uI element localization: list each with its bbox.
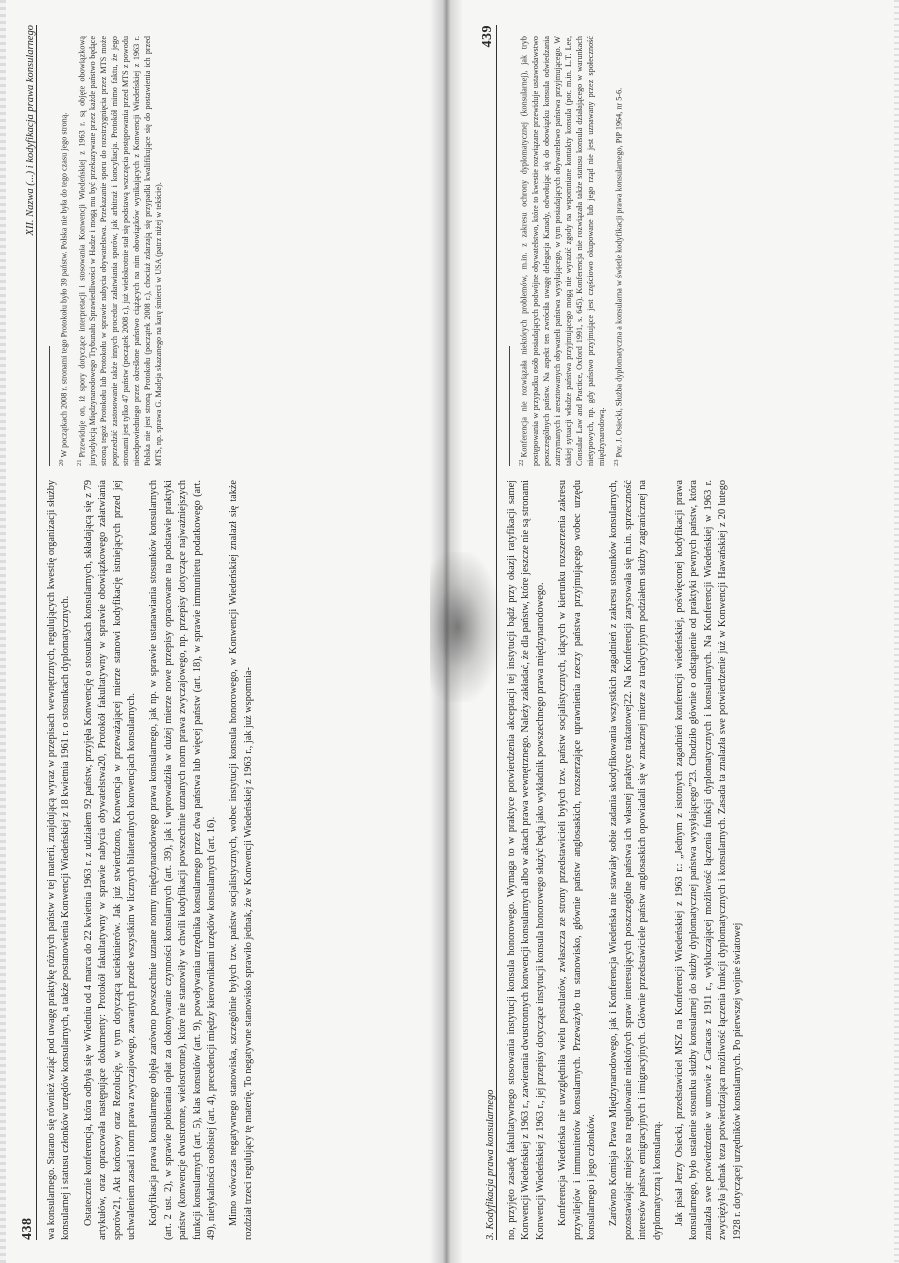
page-edge-right — [894, 0, 899, 1263]
left-page-content — [12, 25, 432, 1240]
paragraph: Mimo wówczas negatywnego stanowiska, szczególnie byłych tzw. państw socjalistycznych, wobec instytucji konsula honorowego, w Konwencji Wiedeńskiej znalazł się także rozdział trzeci regulujący tę materię. To negatywne stanowisko sprawiło jednak, że w Konwencji Wiedeńskiej z 1963 r., jak już wspomnia- — [228, 480, 254, 1240]
paragraph: wa konsularnego. Starano się również wziąć pod uwagę praktykę różnych państw w tej materii, znajdującą wyraz w przepisach wewnętrznych, regulujących kwestię organizacji służby konsularnej i statusu członków urzędów konsularnych, a także postanowienia Konwencji Wiedeńskiej z 18 kwietnia 1961 r. o stosunkach dyplomatycznych. — [46, 480, 72, 1240]
footnotes — [505, 36, 873, 466]
left-running-head — [12, 25, 37, 1240]
right-page-content — [472, 25, 892, 1240]
paragraph: Ostatecznie konferencja, która odbyła się w Wiedniu od 4 marca do 22 kwietnia 1963 r. z udziałem 92 państw, przyjęła Konwencję o stosunkach konsularnych, składającą się z 79 artykułów, oraz opracowała następujące dokumenty: Protokół fakultatywny w sprawie nabycia obywatelstwa20, Protokół fakultatywny w sprawie obowiązkowego załatwiania sporów21, Akt końcowy oraz Rezolucję, w tym dotyczącą uciekinierów. Jak już stwierdzono, Konwencja w przeważającej mierze stanowi kodyfikację istniejących przed jej uchwaleniem zasad i norm prawa zwyczajowego, zawartych przede wszystkim w licznych bilateralnych konwencjach konsularnych. — [82, 480, 138, 1240]
footnote-rule — [509, 346, 510, 466]
running-header: XII. Nazwa (...) i kodyfikacja prawa konsularnego — [25, 25, 36, 236]
page-edge-left — [0, 0, 6, 1263]
paragraph: no, przyjęto zasadę fakultatywnego stosowania instytucji konsula honorowego. Wymaga to w praktyce potwierdzenia akceptacji tej instytucji bądź przy okazji ratyfikacji samej Konwencji Wiedeńskiej z 1963 r., zawierania dwustronnych konwencji konsularnych albo w aktach prawa wewnętrznego. Należy zakładać, że dla państw, które jeszcze nie są stronami Konwencji Wiedeńskiej z 1963 r., jej przepisy dotyczące instytucji konsula honorowego służyć będą jako wykładnik powszechnego prawa międzynarodowego. — [506, 480, 546, 1240]
paragraph: Konferencja Wiedeńska nie uwzględniła wielu postulatów, zwłaszcza ze strony przedstawicieli byłych tzw. państw socjalistycznych, idących w kierunku rozszerzenia zakresu przywilejów i immunitetów konsularnych. Przeważyło tu stanowisko, głównie państw anglosaskich, rozszerzające uprawnienia rzeczy państwa przyjmującego wobec urzędu konsularnego i jego członków. — [557, 480, 598, 1240]
paragraph: Zarówno Komisja Prawa Międzynarodowego, jak i Konferencja Wiedeńska nie stawiały sobie zadania skodyfikowania wszystkich zagadnień z zakresu stosunków konsularnych, pozostawiając miejsce na regulowanie niektórych spraw interesujących poszczególne państwa ich własnej praktyce traktatowej22. Na Konferencji zarysowała się m.in. sprzeczność interesów państw emigracyjnych i imigracyjnych. Głównie przedstawiciele państw anglosaskich opowiadali się w znacznej mierze za tradycyjnym podziałem służby zagranicznej na dyplomatyczną i konsularną. — [608, 480, 663, 1240]
body-text — [505, 480, 873, 1240]
paragraph: Jak pisał Jerzy Osiecki, przedstawiciel MSZ na Konferencji Wiedeńskiej z 1963 r.: „Jednym z istotnych zagadnień konferencji wiedeńskiej, poświęconej kodyfikacji prawa konsularnego, było ustalenie stosunku służby konsularnej do służby dyplomatycznej państwa wysyłającego”23. Chodziło głównie o odstąpienie od praktyki pewnych państw, która znalazła swe potwierdzenie w umowie z Caracas z 1911 r., wykluczającej możliwość łączenia funkcji dyplomatycznych i konsularnych. Na Konferencji Wiedeńskiej w 1963 r. zwyciężyła jednak teza potwierdzająca możliwość łączenia funkcji dyplomatycznych i konsularnych. Zasada ta znalazła swe potwierdzenie już w Konwencji Hawańskiej z 20 lutego 1928 r. dotyczącej urzędników konsularnych. Po pierwszej wojnie światowej — [674, 480, 743, 1240]
paragraph: Kodyfikacja prawa konsularnego objęła zarówno powszechnie uznane normy międzynarodowego prawa konsularnego, jak np. w sprawie ustanawiania stosunków konsularnych (art. 2 ust. 2), w sprawie pobierania opłat za dokonywanie czynności konsularnych (art. 39), jak i wprowadziła w dużej mierze nowe przepisy opracowane na podstawie praktyki państw (konwencje dwustronne, wielostronne), które nie stanowiły w chwili kodyfikacji powszechnie uznanych norm prawa zwyczajowego, np. przepisy dotyczące najważniejszych funkcji konsularnych (art. 5), klas konsulów (art. 9), powoływania urzędnika konsularnego przez dwa państwa lub więcej państw (art. 18), w sprawie immunitetu podatkowego (art. 49), nietykalności osobistej (art. 4), precedencji między kierownikami urzędów konsularnych (art. 16). — [148, 480, 218, 1240]
right-running-head — [472, 25, 497, 1240]
footnote-rule — [49, 346, 50, 466]
page-number: 439 — [480, 25, 495, 48]
footnote: $^{22}$Konferencja nie rozwiązała niektórych problemów, m.in. z zakresu ochrony dyplomatycznej (konsularnej), jak tryb postępowania w przypadku osób posiadających podwójne obywatelstwo, które to kwestie rozwiązane przewiduje ustawodawstwo poszczególnych państw. Na aspekt ten zwróciła uwagę delegacja Kanady, odwołując się do obowiązku konsula odwiedzania zatrzymanych i aresztowanych obywateli państwa wysyłającego, w tym posiadających obywatelstwo państwa przyjmującego. W takiej sytuacji władze państwa przyjmującego mogą nie wyrazić zgody na wspomniane kontakty konsula (por. m.in. L.T. Lee, Consular Law and Practice, Oxford 1991, s. 645). Konferencja nie rozwiązała także statusu konsula działającego w warunkach nietypowych, np. gdy państwo przyjmujące jest częściowo okupowane lub jego rząd nie jest uznawany przez społeczność międzynarodową. — [518, 36, 606, 466]
footnotes — [45, 36, 413, 466]
body-text — [45, 480, 413, 1240]
page-number: 438 — [20, 1217, 35, 1240]
footnote: $^{23}$Por. J. Osiecki, Służba dyplomatyczna a konsularna w świetle kodyfikacji prawa konsularnego, PiP 1964, nr 5-6. — [612, 87, 624, 466]
footnote: $^{21}$Przewiduje on, iż spory dotyczące interpretacji i stosowania Konwencji Wiedeńskiej z 1963 r. są objęte obowiązkową jurysdykcją Międzynarodowego Trybunału Sprawiedliwości w Hadze i mogą mu być przekazywane przez każde państwo będące stroną tegoż Protokołu lub Protokołu w sprawie nabycia obywatelstwa. Przekazanie sporu do rozstrzygnięcia przez MTS może poprzedzić zastosowanie także innych procedur załatwiania sporów, jak arbitraż i koncyliacja. Protokół mimo faktu, że jego stronami jest tylko 47 państw (początek 2008 r.), już wielokrotnie stał się podstawą wszczęcia postępowania przed MTS z powodu nieodpowiedniego przez określone państwo ciążących na nim obowiązków wynikających z Konwencji Wiedeńskiej z 1963 r. Polska nie jest stroną Protokołu (początek 2008 r.), chociaż zdarzają się przypadki kwalifikujące się do postawienia ich przed MTS, np. sprawa G. Madeja skazanego na karę śmierci w USA (patrz niżej w tekście). — [75, 36, 164, 466]
footnote: $^{20}$W początkach 2008 r. stronami tego Protokołu było 39 państw. Polska nie była do tego czasu jego stroną. — [58, 112, 69, 466]
running-header: 3. Kodyfikacja prawa konsularnego — [485, 1089, 496, 1240]
